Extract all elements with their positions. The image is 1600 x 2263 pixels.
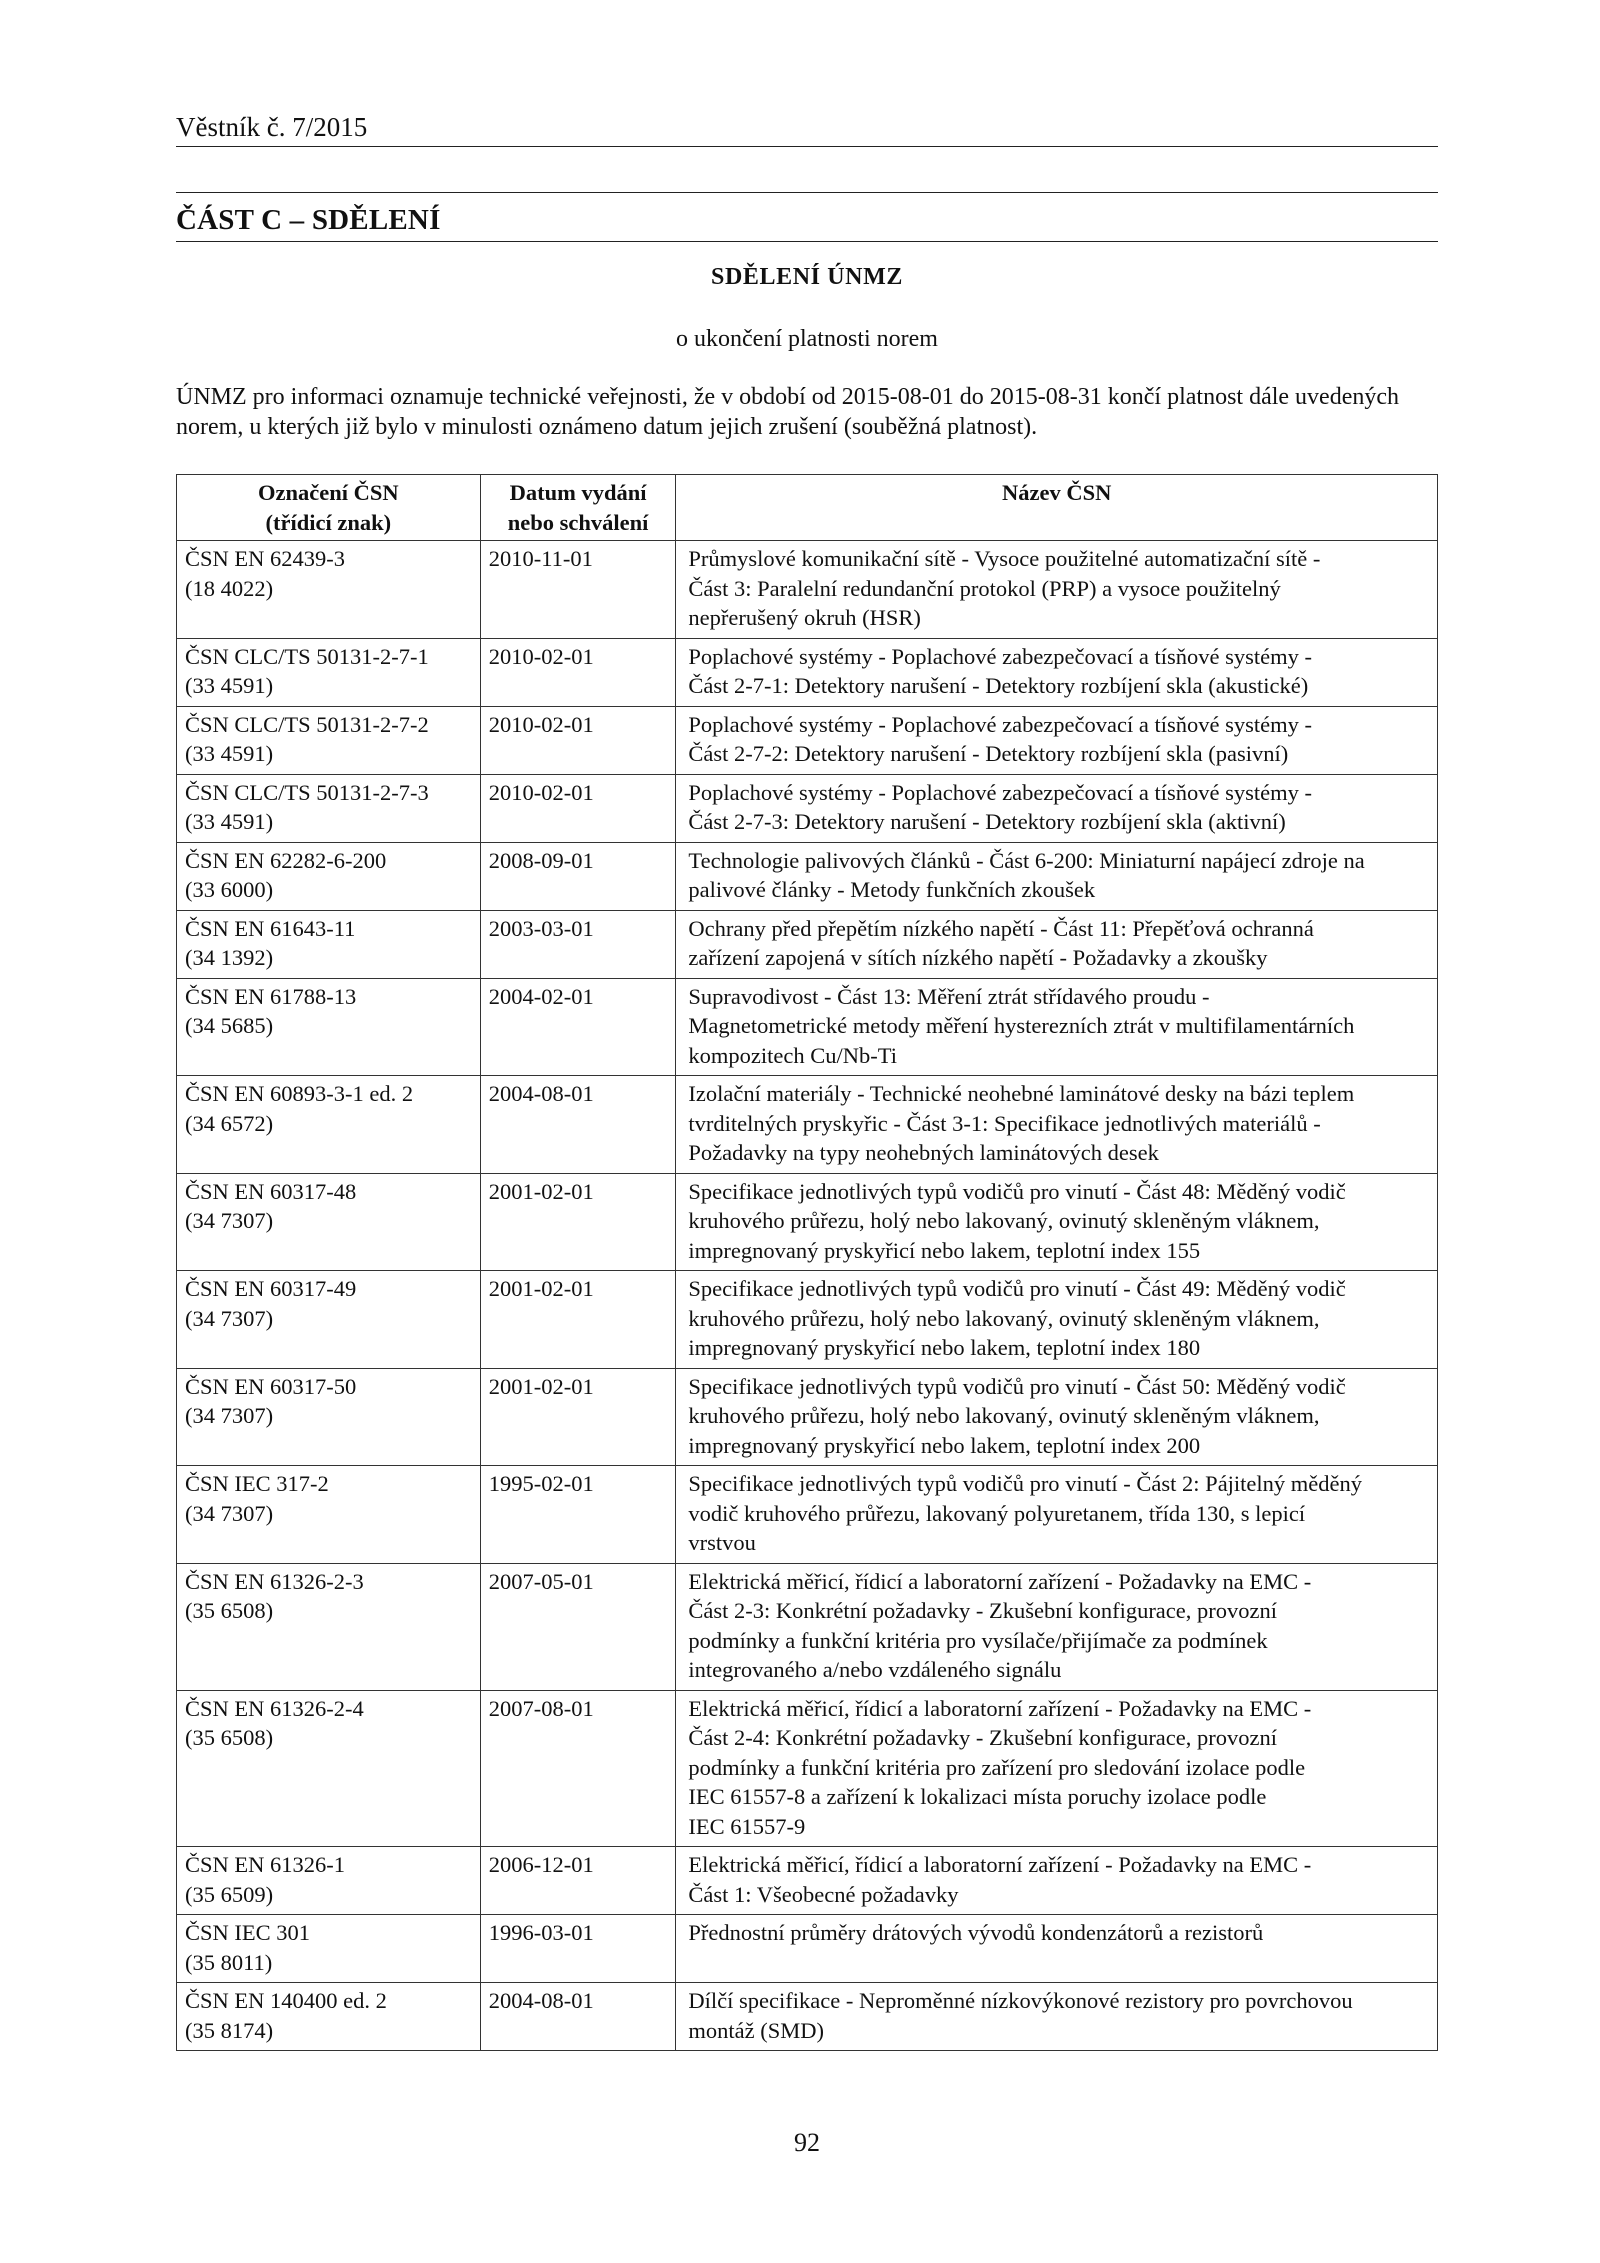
table-header-row [177,475,1438,541]
name-line: kruhového průřezu, holý nebo lakovaný, ovinutý skleněným vláknem, [688,1403,1320,1428]
name-line: kruhového průřezu, holý nebo lakovaný, ovinutý skleněným vláknem, [688,1208,1320,1233]
table-body [177,541,1438,2051]
cell-designation [177,1690,481,1847]
cell-designation [177,1847,481,1915]
designation-line: (18 4022) [185,575,274,601]
cell-date: 2008-09-01 [480,842,676,910]
name-line: nepřerušený okruh (HSR) [688,605,921,630]
designation-line: (33 4591) [185,673,274,698]
cell-date: 2010-02-01 [480,706,676,774]
cell-name [676,1076,1438,1174]
designation-line: ČSN CLC/TS 50131-2-7-1 [185,643,429,669]
cell-name [676,774,1438,842]
designation-line: (35 6508) [185,1725,274,1750]
name-line: kruhového průřezu, holý nebo lakovaný, ovinutý skleněným vláknem, [688,1305,1320,1331]
name-line: Izolační materiály - Technické neohebné laminátové desky na bázi teplem [688,1081,1355,1106]
cell-designation [177,1983,481,2051]
designation-line: (34 7307) [185,1208,274,1233]
designation-line: (35 6509) [185,1881,274,1907]
table-row [177,706,1438,774]
cell-name [676,638,1438,706]
cell-designation [177,978,481,1076]
name-line: impregnovaný pryskyřicí nebo lakem, teplotní index 155 [688,1237,1201,1263]
table-row [177,910,1438,978]
section-rule-top [176,192,1438,193]
name-line: Supravodivost - Část 13: Měření ztrát střídavého proudu - [688,983,1210,1009]
norms-table [176,474,1438,2051]
table-row [177,1690,1438,1847]
name-line: podmínky a funkční kritéria pro vysílače/přijímače za podmínek [688,1627,1268,1653]
designation-line: ČSN IEC 301 [185,1920,311,1945]
name-line: palivové články - Metody funkčních zkoušek [688,877,1096,902]
cell-name [676,541,1438,639]
designation-line: (35 8011) [185,1949,273,1975]
designation-line: ČSN EN 60893-3-1 ed. 2 [185,1081,414,1106]
designation-line: ČSN IEC 317-2 [185,1471,329,1496]
table-row [177,774,1438,842]
cell-name [676,842,1438,910]
name-line: Část 2-4: Konkrétní požadavky - Zkušební konfigurace, provozní [688,1725,1277,1750]
designation-line: (34 6572) [185,1110,274,1136]
cell-designation [177,774,481,842]
designation-line: ČSN EN 61643-11 [185,915,356,941]
cell-date: 2004-02-01 [480,978,676,1076]
cell-designation [177,1271,481,1369]
name-line: Technologie palivových článků - Část 6-200: Miniaturní napájecí zdroje na [688,847,1365,873]
cell-date: 2006-12-01 [480,1847,676,1915]
intro-paragraph [176,382,1438,442]
cell-name [676,978,1438,1076]
cell-name [676,1983,1438,2051]
cell-designation [177,842,481,910]
cell-date: 2004-08-01 [480,1076,676,1174]
name-line: impregnovaný pryskyřicí nebo lakem, teplotní index 200 [688,1432,1201,1458]
name-line: Požadavky na typy neohebných laminátových desek [688,1140,1159,1165]
cell-name [676,1466,1438,1564]
name-line: Část 2-7-2: Detektory narušení - Detektory rozbíjení skla (pasivní) [688,741,1289,766]
cell-date: 2007-08-01 [480,1690,676,1847]
name-line: Elektrická měřicí, řídicí a laboratorní zařízení - Požadavky na EMC - [688,1568,1312,1594]
designation-line: (34 7307) [185,1500,274,1526]
intro-line: norem, u kterých již bylo v minulosti oznámeno datum jejich zrušení (souběžná platnost). [176,414,1038,440]
table-row [177,1271,1438,1369]
designation-line: (35 6508) [185,1598,274,1623]
section-rule-bottom [176,241,1438,242]
cell-name [676,910,1438,978]
cell-name [676,1173,1438,1271]
designation-line: ČSN EN 61326-1 [185,1852,346,1877]
cell-date: 1995-02-01 [480,1466,676,1564]
cell-date: 2004-08-01 [480,1983,676,2051]
name-line: kompozitech Cu/Nb-Ti [688,1042,897,1068]
table-row [177,1368,1438,1466]
running-head: Věstník č. 7/2015 [176,112,368,142]
table-row [177,1915,1438,1983]
header-line: Název ČSN [1002,480,1112,505]
table-row [177,1983,1438,2051]
header-date [480,475,676,541]
name-line: Část 3: Paralelní redundanční protokol (PRP) a vysoce použitelný [688,575,1281,601]
name-line: Dílčí specifikace - Neproměnné nízkovýkonové rezistory pro povrchovou [688,1988,1353,2013]
name-line: impregnovaný pryskyřicí nebo lakem, teplotní index 180 [688,1335,1201,1360]
cell-name [676,1563,1438,1690]
designation-line: ČSN EN 62439-3 [185,546,346,571]
name-line: podmínky a funkční kritéria pro zařízení pro sledování izolace podle [688,1754,1306,1780]
cell-name [676,1690,1438,1847]
name-line: Část 2-7-3: Detektory narušení - Detektory rozbíjení skla (aktivní) [688,809,1286,834]
notice-title: SDĚLENÍ ÚNMZ [711,264,903,290]
cell-designation [177,1563,481,1690]
notice-subtitle: o ukončení platnosti norem [676,326,938,352]
cell-designation [177,1368,481,1466]
table-row [177,1173,1438,1271]
designation-line: ČSN EN 61326-2-3 [185,1568,364,1594]
cell-designation [177,910,481,978]
name-line: Poplachové systémy - Poplachové zabezpečovací a tísňové systémy - [688,711,1312,737]
table-row [177,842,1438,910]
designation-line: ČSN EN 61788-13 [185,983,357,1009]
designation-line: ČSN CLC/TS 50131-2-7-3 [185,779,429,805]
cell-designation [177,638,481,706]
section-title: ČÁST C – SDĚLENÍ [176,204,441,236]
name-line: vodič kruhového průřezu, lakovaný polyuretanem, třída 130, s lepicí [688,1500,1306,1526]
name-line: Průmyslové komunikační sítě - Vysoce použitelné automatizační sítě - [688,546,1321,571]
cell-date: 2003-03-01 [480,910,676,978]
cell-date: 2010-11-01 [480,541,676,639]
table-row [177,1076,1438,1174]
name-line: Magnetometrické metody měření hysterezních ztrát v multifilamentárních [688,1013,1355,1038]
name-line: Elektrická měřicí, řídicí a laboratorní zařízení - Požadavky na EMC - [688,1695,1312,1721]
name-line: Poplachové systémy - Poplachové zabezpečovací a tísňové systémy - [688,779,1312,805]
cell-date: 2010-02-01 [480,774,676,842]
cell-date: 2001-02-01 [480,1173,676,1271]
intro-line: ÚNMZ pro informaci oznamuje technické veřejnosti, že v období od 2015-08-01 do 2015-08-31 končí platnost dále uvedených [176,384,1400,410]
designation-line: ČSN EN 140400 ed. 2 [185,1988,387,2013]
header-line: nebo schválení [507,509,649,535]
designation-line: (33 6000) [185,877,274,902]
table-row [177,1563,1438,1690]
name-line: Část 2-3: Konkrétní požadavky - Zkušební konfigurace, provozní [688,1598,1277,1623]
cell-date: 2001-02-01 [480,1368,676,1466]
cell-designation [177,706,481,774]
name-line: Specifikace jednotlivých typů vodičů pro vinutí - Část 49: Měděný vodič [688,1276,1346,1301]
name-line: integrovaného a/nebo vzdáleného signálu [688,1657,1062,1682]
designation-line: (33 4591) [185,741,274,766]
cell-name [676,1915,1438,1983]
name-line: Specifikace jednotlivých typů vodičů pro vinutí - Část 50: Měděný vodič [688,1373,1346,1399]
cell-name [676,706,1438,774]
name-line: Ochrany před přepětím nízkého napětí - Část 11: Přepěťová ochranná [688,915,1314,941]
name-line: Část 2-7-1: Detektory narušení - Detektory rozbíjení skla (akustické) [688,673,1309,698]
cell-designation [177,541,481,639]
cell-name [676,1368,1438,1466]
name-line: montáž (SMD) [688,2017,825,2043]
cell-name [676,1271,1438,1369]
header-line: (třídicí znak) [265,509,392,535]
designation-line: ČSN CLC/TS 50131-2-7-2 [185,711,429,737]
header-line: Označení ČSN [258,480,399,505]
header-line: Datum vydání [509,480,647,505]
cell-designation [177,1466,481,1564]
table-row [177,1847,1438,1915]
designation-line: ČSN EN 61326-2-4 [185,1695,364,1721]
cell-date: 1996-03-01 [480,1915,676,1983]
table-row [177,638,1438,706]
designation-line: ČSN EN 60317-48 [185,1178,357,1204]
name-line: Přednostní průměry drátových vývodů kondenzátorů a rezistorů [688,1920,1264,1945]
cell-designation [177,1915,481,1983]
table-row [177,1466,1438,1564]
designation-line: ČSN EN 62282-6-200 [185,847,387,873]
cell-name [676,1847,1438,1915]
cell-date: 2007-05-01 [480,1563,676,1690]
name-line: Elektrická měřicí, řídicí a laboratorní zařízení - Požadavky na EMC - [688,1852,1312,1877]
name-line: IEC 61557-9 [688,1813,806,1839]
header-designation [177,475,481,541]
name-line: IEC 61557-8 a zařízení k lokalizaci místa poruchy izolace podle [688,1784,1267,1809]
designation-line: (34 5685) [185,1013,274,1038]
cell-date: 2010-02-01 [480,638,676,706]
cell-designation [177,1173,481,1271]
name-line: tvrditelných pryskyřic - Část 3-1: Specifikace jednotlivých materiálů - [688,1110,1321,1136]
name-line: Specifikace jednotlivých typů vodičů pro vinutí - Část 2: Pájitelný měděný [688,1471,1363,1496]
name-line: vrstvou [688,1530,756,1555]
designation-line: (35 8174) [185,2017,274,2043]
cell-date: 2001-02-01 [480,1271,676,1369]
table-row [177,541,1438,639]
table-row [177,978,1438,1076]
header-rule [176,146,1438,147]
name-line: Specifikace jednotlivých typů vodičů pro vinutí - Část 48: Měděný vodič [688,1178,1346,1204]
designation-line: ČSN EN 60317-49 [185,1276,357,1301]
header-name [676,475,1438,541]
designation-line: (34 7307) [185,1305,274,1331]
name-line: Poplachové systémy - Poplachové zabezpečovací a tísňové systémy - [688,643,1312,669]
name-line: zařízení zapojená v sítích nízkého napětí - Požadavky a zkoušky [688,945,1268,970]
cell-designation [177,1076,481,1174]
designation-line: (34 1392) [185,945,274,970]
designation-line: (34 7307) [185,1403,274,1428]
name-line: Část 1: Všeobecné požadavky [688,1881,959,1907]
designation-line: ČSN EN 60317-50 [185,1373,357,1399]
page-number: 92 [794,2128,820,2157]
designation-line: (33 4591) [185,809,274,834]
